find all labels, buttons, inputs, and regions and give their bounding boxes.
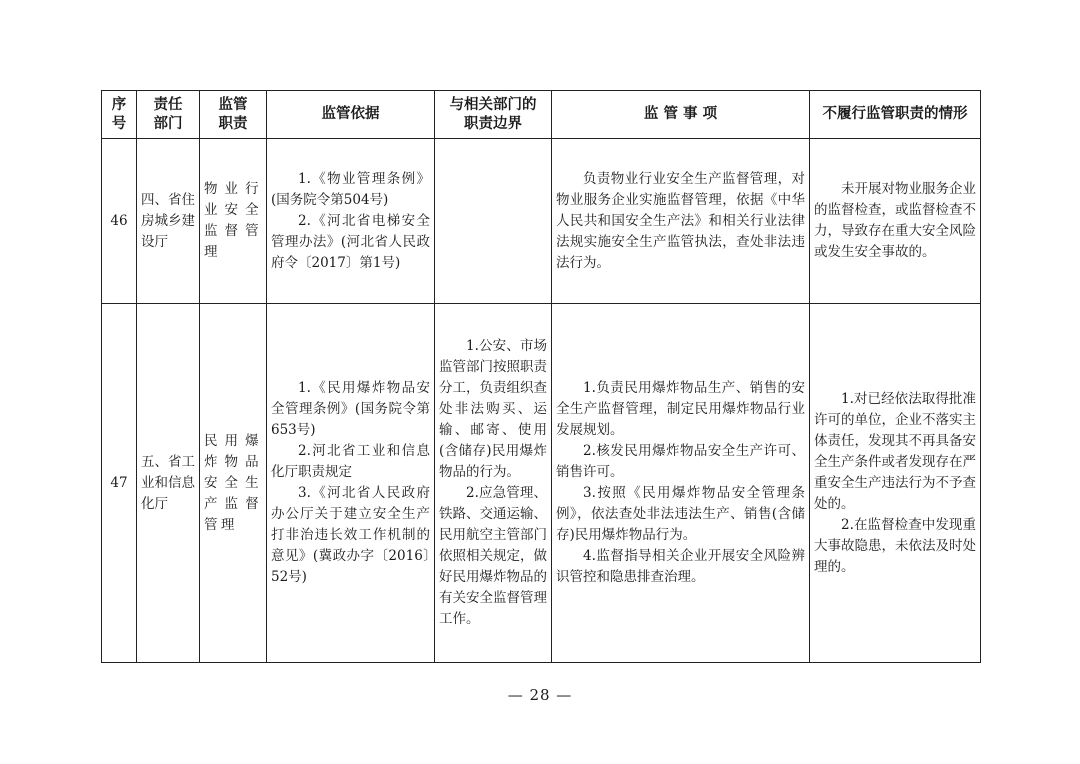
header-basis: 监管依据 bbox=[267, 91, 435, 139]
row-duty: 物业行业安全监督管理 bbox=[200, 139, 267, 304]
failure-item: 1.对已经依法取得批准许可的单位，企业不落实主体责任，发现其不再具备安全生产条件或者发现存在严重安全生产违法行为不予查处的。 bbox=[814, 390, 976, 512]
basis-item: 2.《河北省电梯安全管理办法》(河北省人民政府令〔2017〕第1号) bbox=[271, 212, 430, 271]
matters-item: 1.负责民用爆炸物品生产、销售的安全生产监督管理，制定民用爆炸物品行业发展规划。 bbox=[556, 380, 805, 438]
failure-item: 未开展对物业服务企业的监督检查，或监督检查不力，导致存在重大安全风险或发生安全事故的。 bbox=[814, 181, 976, 260]
row-duty: 民用爆炸物品安全生产监督管理 bbox=[200, 304, 267, 663]
header-seq: 序 号 bbox=[102, 91, 137, 139]
header-dept: 责任 部门 bbox=[137, 91, 200, 139]
matters-item: 4.监督指导相关企业开展安全风险辨识管控和隐患排查治理。 bbox=[556, 548, 805, 585]
basis-item: 1.《民用爆炸物品安全管理条例》(国务院令第653号) bbox=[271, 380, 430, 438]
failure-item: 2.在监督检查中发现重大事故隐患，未依法及时处理的。 bbox=[814, 516, 976, 575]
row-matters bbox=[552, 304, 810, 663]
row-basis bbox=[267, 139, 435, 304]
row-dept: 四、省住房城乡建设厅 bbox=[137, 139, 200, 304]
basis-item: 1.《物业管理条例》(国务院令第504号) bbox=[271, 170, 430, 208]
header-row bbox=[102, 91, 981, 139]
row-matters bbox=[552, 139, 810, 304]
row-boundary bbox=[435, 304, 552, 663]
row-dept: 五、省工业和信息化厅 bbox=[137, 304, 200, 663]
table-row bbox=[102, 304, 981, 663]
header-duty: 监管 职责 bbox=[200, 91, 267, 139]
responsibility-table bbox=[101, 90, 981, 663]
row-boundary bbox=[435, 139, 552, 304]
header-boundary: 与相关部门的 职责边界 bbox=[435, 91, 552, 139]
basis-item: 2.河北省工业和信息化厅职责规定 bbox=[271, 443, 430, 480]
row-basis bbox=[267, 304, 435, 663]
matters-item: 2.核发民用爆炸物品安全生产许可、销售许可。 bbox=[556, 443, 805, 480]
boundary-item: 2.应急管理、铁路、交通运输、民用航空主管部门依照相关规定，做好民用爆炸物品的有关安全监督管理工作。 bbox=[439, 485, 547, 627]
header-failure: 不履行监管职责的情形 bbox=[810, 91, 981, 139]
matters-item: 负责物业行业安全生产监督管理，对物业服务企业实施监督管理，依据《中华人民共和国安全生产法》和相关行业法律法规实施安全生产监管执法，查处非法违法行为。 bbox=[556, 170, 805, 271]
page-number: — 28 — bbox=[507, 686, 573, 704]
row-seq: 47 bbox=[102, 304, 137, 663]
basis-item: 3.《河北省人民政府办公厅关于建立安全生产打非治违长效工作机制的意见》(冀政办字〔2016〕52号) bbox=[271, 485, 430, 585]
header-matters: 监 管 事 项 bbox=[552, 91, 810, 139]
row-failure bbox=[810, 139, 981, 304]
matters-item: 3.按照《民用爆炸物品安全管理条例》，依法查处非法违法生产、销售(含储存)民用爆炸物品行为。 bbox=[556, 485, 805, 543]
boundary-item: 1.公安、市场监管部门按照职责分工，负责组织查处非法购买、运输、邮寄、使用(含储存)民用爆炸物品的行为。 bbox=[439, 338, 547, 480]
row-seq: 46 bbox=[102, 139, 137, 304]
row-failure bbox=[810, 304, 981, 663]
table-row bbox=[102, 139, 981, 304]
